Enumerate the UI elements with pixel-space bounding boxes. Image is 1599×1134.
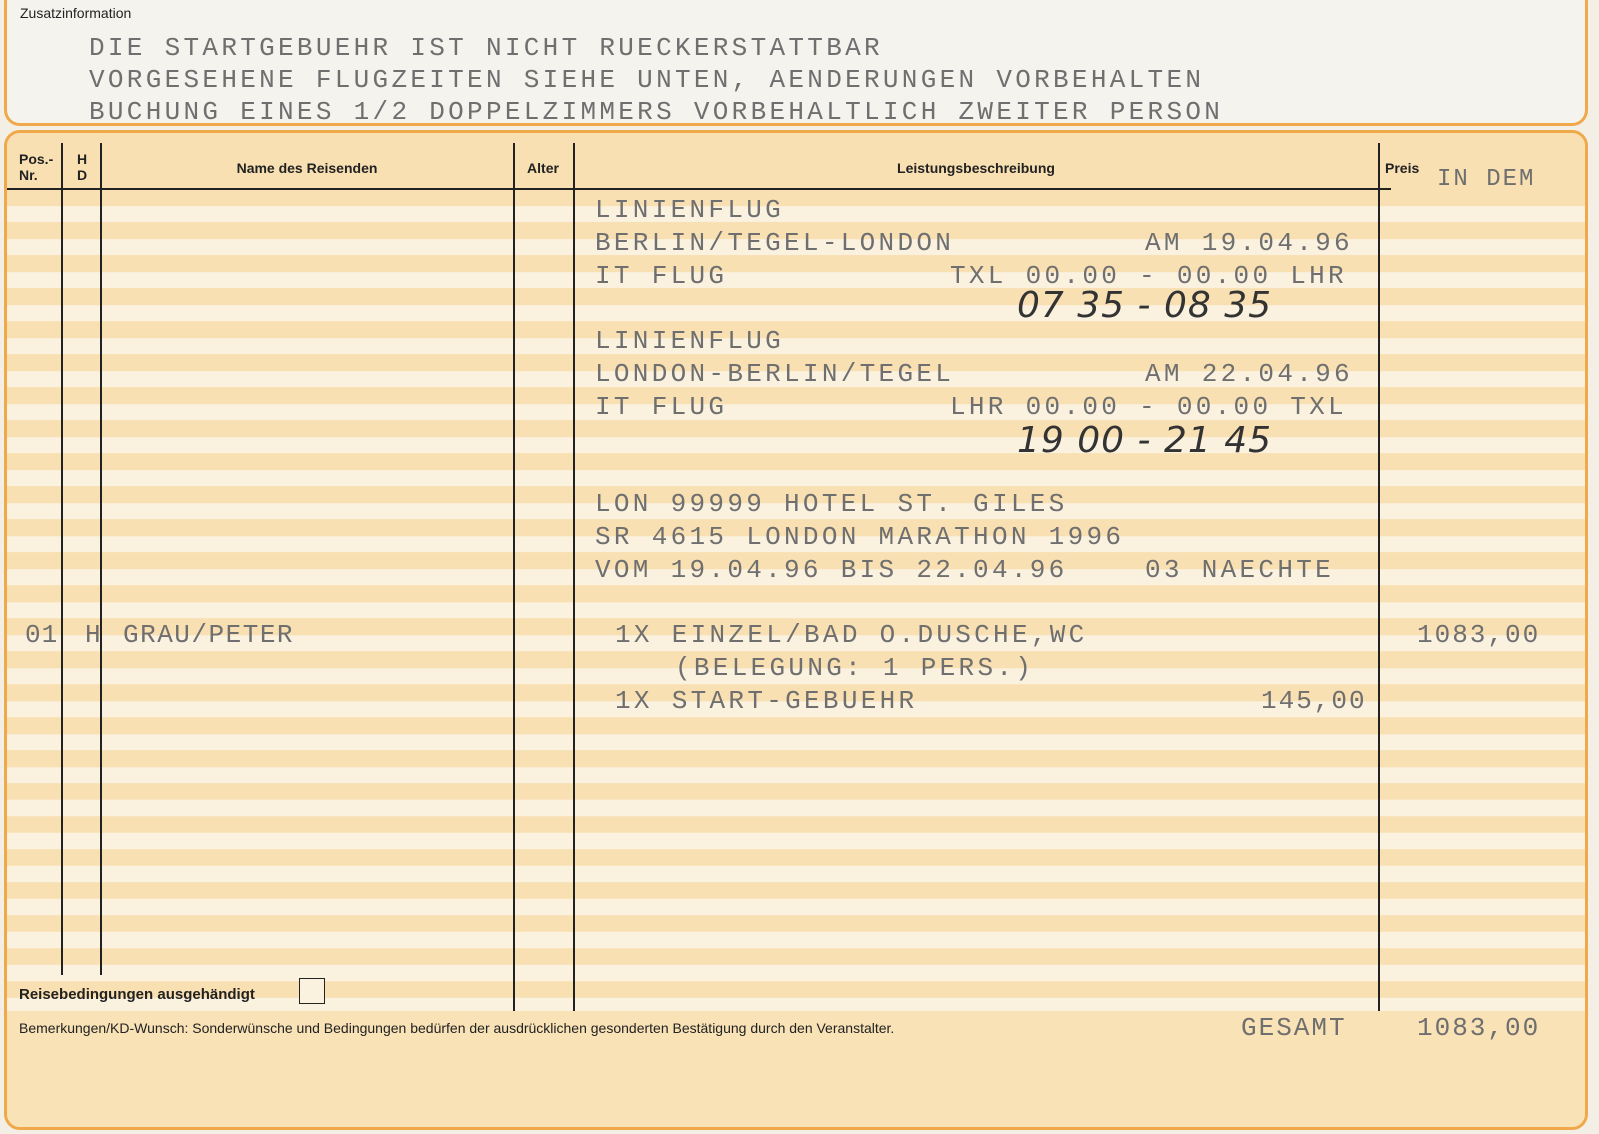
- column-divider: [573, 143, 575, 1011]
- total-value: 1083,00: [1417, 1013, 1541, 1043]
- hotel-dates: VOM 19.04.96 BIS 22.04.96: [595, 555, 1068, 585]
- header-leistung: Leistungsbeschreibung: [897, 160, 1055, 176]
- column-divider: [61, 143, 63, 975]
- header-rule: [7, 188, 1391, 190]
- flight2-handwritten-times: 19 00 - 21 45: [1017, 420, 1272, 461]
- info-line-2: VORGESEHENE FLUGZEITEN SIEHE UNTEN, AENDERUNGEN VORBEHALTEN: [89, 65, 1205, 95]
- header-hd: H D: [77, 151, 88, 183]
- header-preis: Preis: [1385, 160, 1420, 176]
- checkbox-label: Reisebedingungen ausgehändigt: [19, 986, 255, 1003]
- flight2-date: AM 22.04.96: [1145, 359, 1353, 389]
- flight1-handwritten-times: 07 35 - 08 35: [1017, 285, 1272, 326]
- booking-pos: 01: [25, 620, 59, 650]
- reisebedingungen-checkbox[interactable]: [299, 978, 325, 1004]
- hotel-line-1: LON 99999 HOTEL ST. GILES: [595, 489, 1068, 519]
- header-pos-nr: Pos.- Nr.: [19, 151, 54, 183]
- flight1-kind: IT FLUG: [595, 261, 728, 291]
- flight1-type: LINIENFLUG: [595, 195, 785, 225]
- flight2-type: LINIENFLUG: [595, 326, 785, 356]
- column-divider: [513, 143, 515, 1011]
- booking-item-2: 1X START-GEBUEHR: [615, 686, 918, 716]
- column-divider: [100, 143, 102, 975]
- booking-form: [4, 130, 1588, 1130]
- flight2-times: LHR 00.00 - 00.00 TXL: [950, 392, 1347, 422]
- info-line-3: BUCHUNG EINES 1/2 DOPPELZIMMERS VORBEHALTLICH ZWEITER PERSON: [89, 97, 1224, 127]
- booking-item-1: 1X EINZEL/BAD O.DUSCHE,WC: [615, 620, 1088, 650]
- header-name: Name des Reisenden: [236, 160, 378, 176]
- booking-item-1-note: (BELEGUNG: 1 PERS.): [675, 653, 1035, 683]
- zusatzinformation-label: Zusatzinformation: [20, 5, 132, 21]
- header-alter: Alter: [527, 160, 559, 176]
- hotel-line-2: SR 4615 LONDON MARATHON 1996: [595, 522, 1125, 552]
- info-line-1: DIE STARTGEBUEHR IST NICHT RUECKERSTATTBAR: [89, 33, 883, 63]
- flight2-kind: IT FLUG: [595, 392, 728, 422]
- flight1-date: AM 19.04.96: [1145, 228, 1353, 258]
- booking-item-2-price: 145,00: [1261, 686, 1367, 716]
- flight1-times: TXL 00.00 - 00.00 LHR: [950, 261, 1347, 291]
- header-currency: IN DEM: [1437, 166, 1536, 193]
- booking-price: 1083,00: [1417, 620, 1541, 650]
- zusatzinformation-panel: [4, 0, 1588, 126]
- total-label: GESAMT: [1241, 1013, 1347, 1043]
- flight1-route: BERLIN/TEGEL-LONDON: [595, 228, 955, 258]
- column-divider: [1378, 143, 1380, 1011]
- booking-hd: H: [85, 620, 104, 650]
- flight2-route: LONDON-BERLIN/TEGEL: [595, 359, 955, 389]
- remarks-section: [7, 1011, 1585, 1130]
- remarks-text: Bemerkungen/KD-Wunsch: Sonderwünsche und Bedingungen bedürfen der ausdrücklichen gesonderten Bestätigung durch den Veranstalter.: [19, 1020, 895, 1036]
- hotel-nights: 03 NAECHTE: [1145, 555, 1335, 585]
- traveler-name: GRAU/PETER: [123, 620, 295, 650]
